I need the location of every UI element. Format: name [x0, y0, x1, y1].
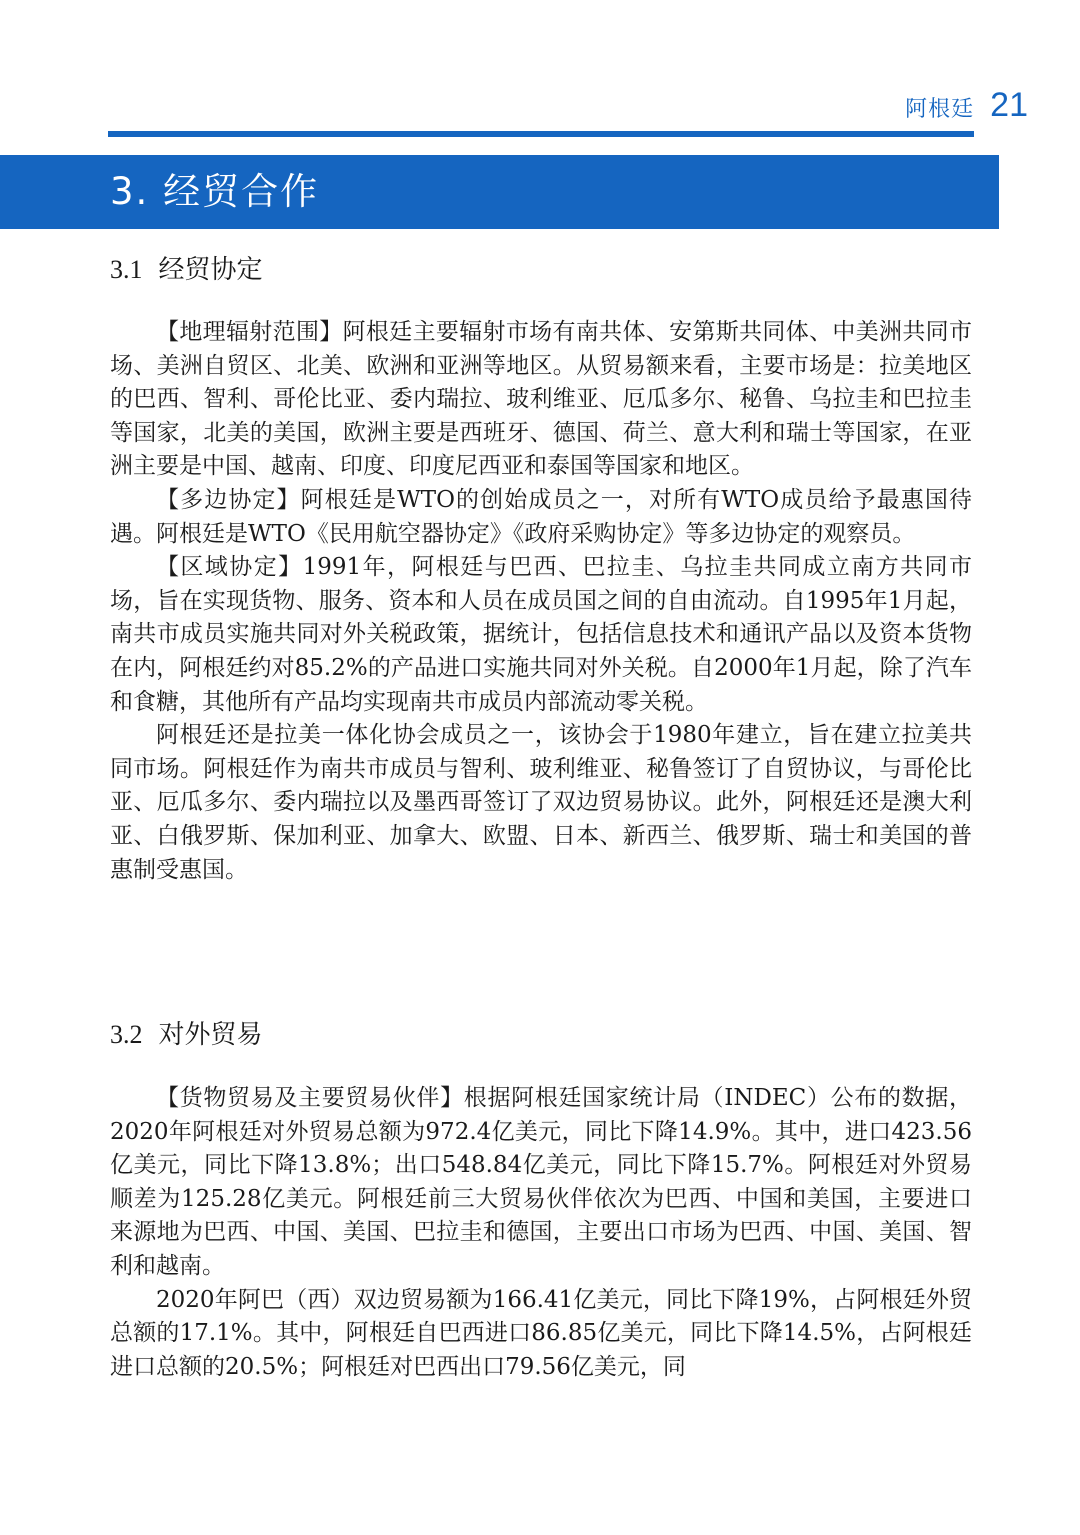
paragraph-text: 2020年阿巴（西）双边贸易额为166.41亿美元，同比下降19%，占阿根廷外贸总额的17.1%。其中，阿根廷自巴西进口86.85亿美元，同比下降14.5%，占阿根廷进口总额的20.5%；阿根廷对巴西出口79.56亿美元，同	[110, 1286, 972, 1380]
section-3-2-body	[110, 1082, 972, 1384]
header-rule	[108, 131, 974, 137]
paragraph-aladi	[110, 719, 972, 887]
section-title: 经贸协定	[158, 255, 263, 285]
section-heading-3-2	[110, 1017, 263, 1053]
paragraph-text: 根据阿根廷国家统计局（INDEC）公布的数据，2020年阿根廷对外贸易总额为972.4亿美元，同比下降14.9%。其中，进口423.56亿美元，同比下降13.8%；出口548.84亿美元，同比下降15.7%。阿根廷对外贸易顺差为125.28亿美元。阿根廷前三大贸易伙伴依次为巴西、中国和美国，主要进口来源地为巴西、中国、美国、巴拉圭和德国，主要出口市场为巴西、中国、美国、智利和越南。	[110, 1085, 973, 1279]
paragraph-tag: 【区域协定】	[156, 554, 303, 581]
paragraph-text: 阿根廷还是拉美一体化协会成员之一，该协会于1980年建立，旨在建立拉美共同市场。阿根廷作为南共市成员与智利、玻利维亚、秘鲁签订了自贸协议，与哥伦比亚、厄瓜多尔、委内瑞拉以及墨西哥签订了双边贸易协议。此外，阿根廷还是澳大利亚、白俄罗斯、保加利亚、加拿大、欧盟、日本、新西兰、俄罗斯、瑞士和美国的普惠制受惠国。	[110, 722, 972, 883]
section-3-1-body	[110, 316, 972, 887]
section-title: 对外贸易	[158, 1020, 263, 1050]
running-head	[905, 86, 1028, 130]
paragraph-tag: 【货物贸易及主要贸易伙伴】	[156, 1085, 464, 1111]
paragraph-text: 阿根廷是WTO的创始成员之一，对所有WTO成员给予最惠国待遇。阿根廷是WTO《民用航空器协定》《政府采购协定》等多边协定的观察员。	[110, 486, 972, 547]
section-heading-3-1	[110, 252, 263, 288]
paragraph-goods-trade	[110, 1082, 972, 1284]
section-number: 3.2	[110, 1020, 143, 1049]
paragraph-text: 阿根廷主要辐射市场有南共体、安第斯共同体、中美洲共同市场、美洲自贸区、北美、欧洲和亚洲等地区。从贸易额来看，主要市场是：拉美地区的巴西、智利、哥伦比亚、委内瑞拉、玻利维亚、厄瓜多尔、秘鲁、乌拉圭和巴拉圭等国家，北美的美国，欧洲主要是西班牙、德国、荷兰、意大利和瑞士等国家，在亚洲主要是中国、越南、印度、印度尼西亚和泰国等国家和地区。	[110, 319, 973, 480]
paragraph-text: 1991年，阿根廷与巴西、巴拉圭、乌拉圭共同成立南方共同市场，旨在实现货物、服务、资本和人员在成员国之间的自由流动。自1995年1月起，南共市成员实施共同对外关税政策，据统计，包括信息技术和通讯产品以及资本货物在内，阿根廷约对85.2%的产品进口实施共同对外关税。自2000年1月起，除了汽车和食糖，其他所有产品均实现南共市成员内部流动零关税。	[110, 554, 972, 715]
paragraph-tag: 【地理辐射范围】	[156, 319, 343, 345]
page-number: 21	[990, 86, 1028, 124]
paragraph-brazil-trade	[110, 1284, 972, 1385]
running-head-country: 阿根廷	[905, 97, 975, 122]
section-number: 3.1	[110, 255, 143, 284]
paragraph-multilateral	[110, 484, 972, 551]
chapter-title: 3. 经贸合作	[110, 170, 320, 213]
paragraph-regional	[110, 551, 972, 719]
paragraph-geographic-reach	[110, 316, 972, 484]
paragraph-tag: 【多边协定】	[156, 486, 301, 513]
